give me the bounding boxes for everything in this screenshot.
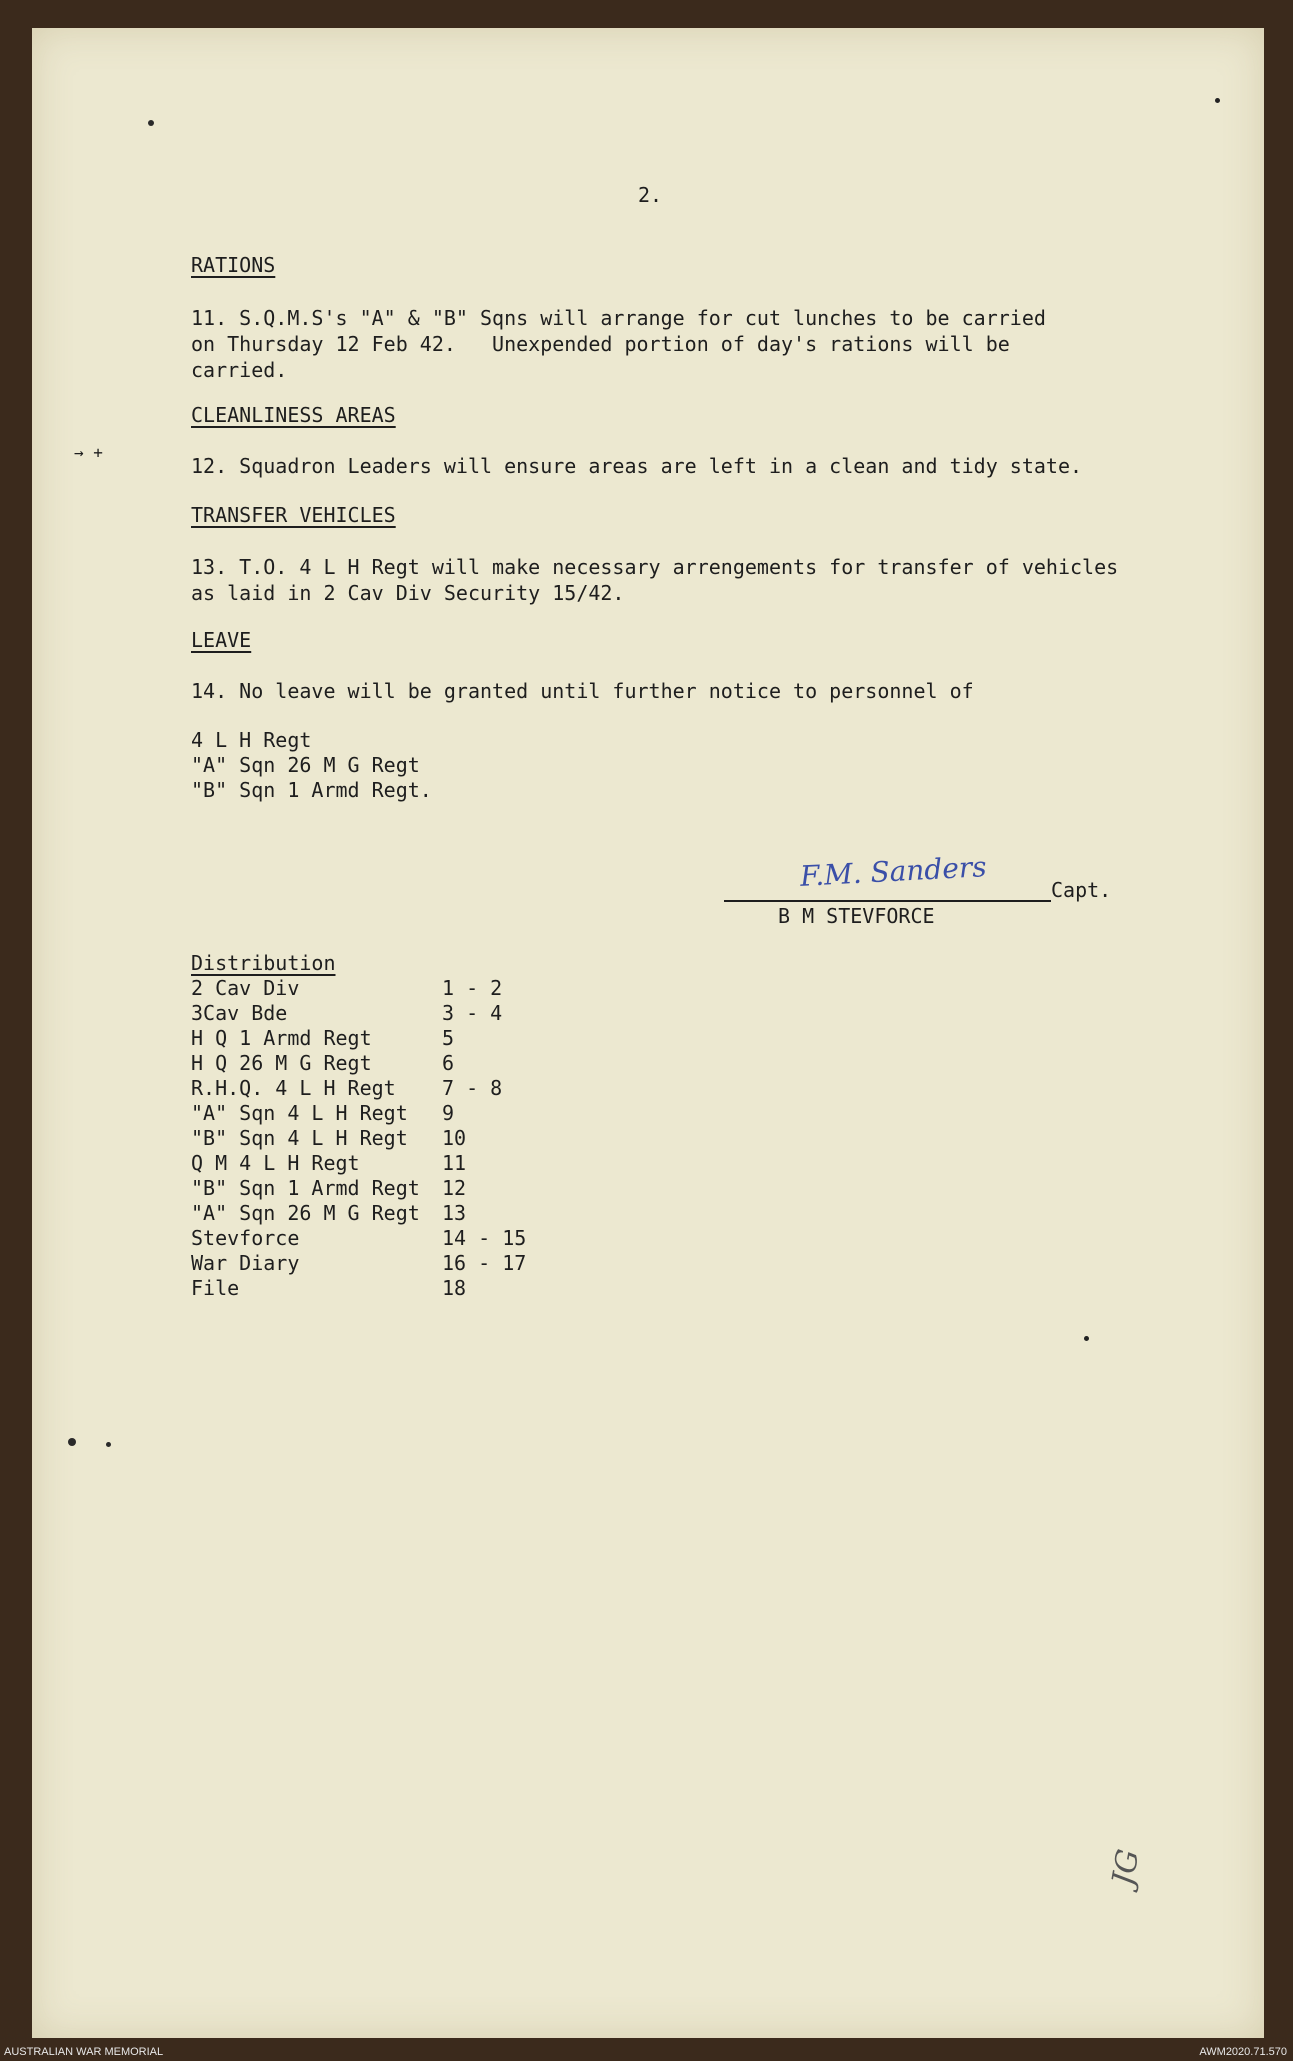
rations-heading: RATIONS: [191, 253, 276, 277]
footer-right: AWM2020.71.570: [1199, 2046, 1287, 2058]
signature-rank: Capt.: [1051, 878, 1112, 902]
transfer-line: 13. T.O. 4 L H Regt will make necessary arrengements for transfer of vehicles: [191, 555, 1119, 579]
distribution-unit: "A" Sqn 26 M G Regt: [191, 1201, 420, 1225]
distribution-copies: 3 - 4: [442, 1001, 503, 1025]
distribution-heading: Distribution: [191, 951, 336, 975]
rations-line: carried.: [191, 358, 288, 382]
signature-title: B M STEVFORCE: [778, 904, 935, 928]
rations-line: on Thursday 12 Feb 42. Unexpended portion of day's rations will be: [191, 332, 1010, 356]
distribution-unit: H Q 26 M G Regt: [191, 1051, 372, 1075]
paper-mark: [1084, 1336, 1089, 1341]
rations-line: 11. S.Q.M.S's "A" & "B" Sqns will arrange for cut lunches to be carried: [191, 306, 1046, 330]
distribution-unit: "B" Sqn 4 L H Regt: [191, 1126, 408, 1150]
distribution-unit: "B" Sqn 1 Armd Regt: [191, 1176, 420, 1200]
distribution-copies: 12: [442, 1176, 467, 1200]
transfer-heading: TRANSFER VEHICLES: [191, 503, 396, 527]
leave-unit: 4 L H Regt: [191, 728, 312, 752]
distribution-unit: R.H.Q. 4 L H Regt: [191, 1076, 396, 1100]
binding-hole: [106, 1442, 111, 1447]
cleanliness-heading: CLEANLINESS AREAS: [191, 403, 396, 427]
distribution-copies: 16 - 17: [442, 1251, 527, 1275]
distribution-unit: 3Cav Bde: [191, 1001, 288, 1025]
footer-left: AUSTRALIAN WAR MEMORIAL: [4, 2046, 164, 2058]
distribution-copies: 7 - 8: [442, 1076, 503, 1100]
distribution-unit: H Q 1 Armd Regt: [191, 1026, 372, 1050]
binding-mark: → +: [74, 443, 103, 462]
leave-heading: LEAVE: [191, 628, 252, 652]
page-number: 2.: [638, 183, 663, 207]
distribution-copies: 11: [442, 1151, 467, 1175]
transfer-line: as laid in 2 Cav Div Security 15/42.: [191, 581, 625, 605]
distribution-unit: "A" Sqn 4 L H Regt: [191, 1101, 408, 1125]
distribution-copies: 14 - 15: [442, 1226, 527, 1250]
binding-hole: [148, 120, 154, 126]
distribution-copies: 5: [442, 1026, 455, 1050]
distribution-unit: War Diary: [191, 1251, 300, 1275]
distribution-unit: 2 Cav Div: [191, 976, 300, 1000]
leave-line: 14. No leave will be granted until further notice to personnel of: [191, 679, 974, 703]
distribution-copies: 10: [442, 1126, 467, 1150]
distribution-copies: 1 - 2: [442, 976, 503, 1000]
distribution-unit: Stevforce: [191, 1226, 300, 1250]
distribution-unit: File: [191, 1276, 240, 1300]
distribution-copies: 9: [442, 1101, 455, 1125]
binding-hole: [68, 1438, 76, 1446]
leave-unit: "A" Sqn 26 M G Regt: [191, 753, 420, 777]
distribution-copies: 18: [442, 1276, 467, 1300]
cleanliness-line: 12. Squadron Leaders will ensure areas are left in a clean and tidy state.: [191, 454, 1083, 478]
leave-unit: "B" Sqn 1 Armd Regt.: [191, 778, 432, 802]
handwritten-signature: F.M. Sanders: [799, 850, 988, 893]
handwritten-initials: JG: [1105, 1846, 1147, 1889]
distribution-unit: Q M 4 L H Regt: [191, 1151, 360, 1175]
distribution-copies: 6: [442, 1051, 455, 1075]
distribution-copies: 13: [442, 1201, 467, 1225]
paper-mark: [1215, 98, 1220, 103]
signature-line: [724, 900, 1051, 902]
